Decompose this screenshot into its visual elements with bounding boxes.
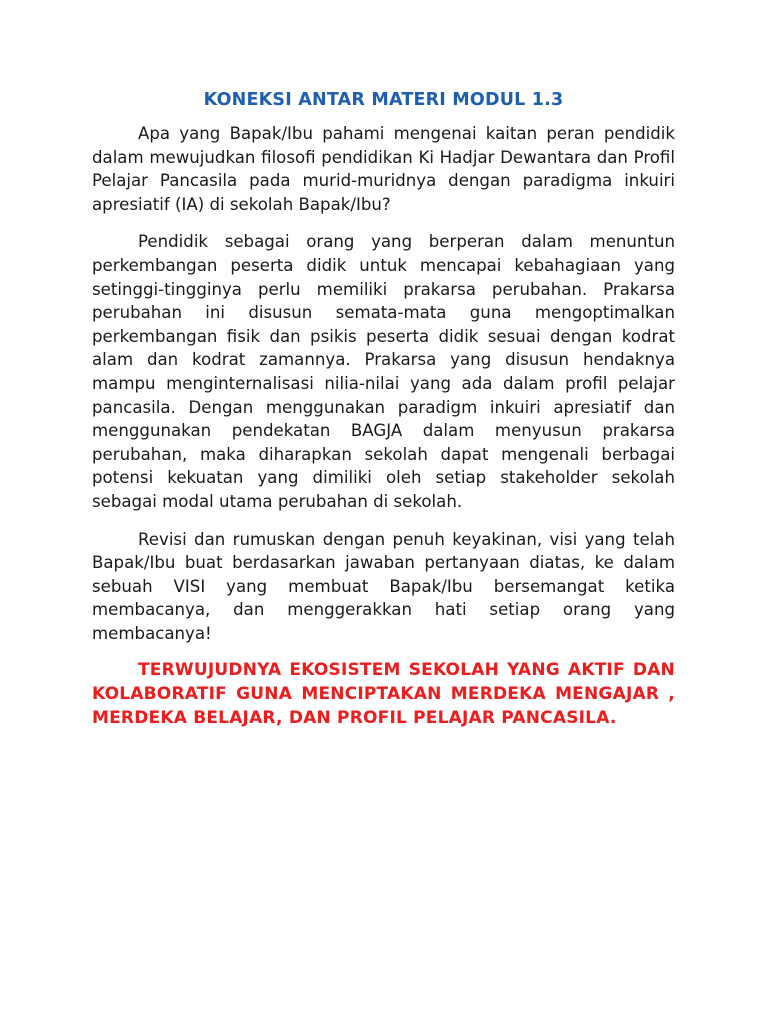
question-paragraph: Apa yang Bapak/Ibu pahami mengenai kaitan peran pendidik dalam mewujudkan filosofi pendidikan Ki Hadjar Dewantara dan Profil Pelajar Pancasila pada murid-muridnya dengan paradigma inkuiri apresiatif (IA) di sekolah Bapak/Ibu?: [92, 124, 675, 214]
instruction-paragraph: Revisi dan rumuskan dengan penuh keyakinan, visi yang telah Bapak/Ibu buat berdasarkan jawaban pertanyaan diatas, ke dalam sebuah VISI yang membuat Bapak/Ibu bersemangat ketika membacanya, dan menggerakkan hati setiap orang yang membacanya!: [92, 529, 675, 643]
document-title: KONEKSI ANTAR MATERI MODUL 1.3: [203, 90, 564, 110]
document-page: [92, 86, 675, 730]
response-paragraph: Pendidik sebagai orang yang berperan dalam menuntun perkembangan peserta didik untuk mencapai kebahagiaan yang setinggi-tingginya perlu memiliki prakarsa perubahan. Prakarsa perubahan ini disusun semata-mata guna mengoptimalkan perkembangan fisik dan psikis peserta didik sesuai dengan kodrat alam dan kodrat zamannya. Prakarsa yang disusun hendaknya mampu menginternalisasi nilia-nilai yang ada dalam profil pelajar pancasila. Dengan menggunakan paradigm inkuiri apresiatif dan menggunakan pendekatan BAGJA dalam menyusun prakarsa perubahan, maka diharapkan sekolah dapat mengenali berbagai potensi kekuatan yang dimiliki oleh setiap stakeholder sekolah sebagai modal utama perubahan di sekolah.: [92, 232, 675, 511]
vision-statement: TERWUJUDNYA EKOSISTEM SEKOLAH YANG AKTIF DAN KOLABORATIF GUNA MENCIPTAKAN MERDEKA MENGAJAR , MERDEKA BELAJAR, DAN PROFIL PELAJAR PANCASILA.: [92, 660, 675, 728]
